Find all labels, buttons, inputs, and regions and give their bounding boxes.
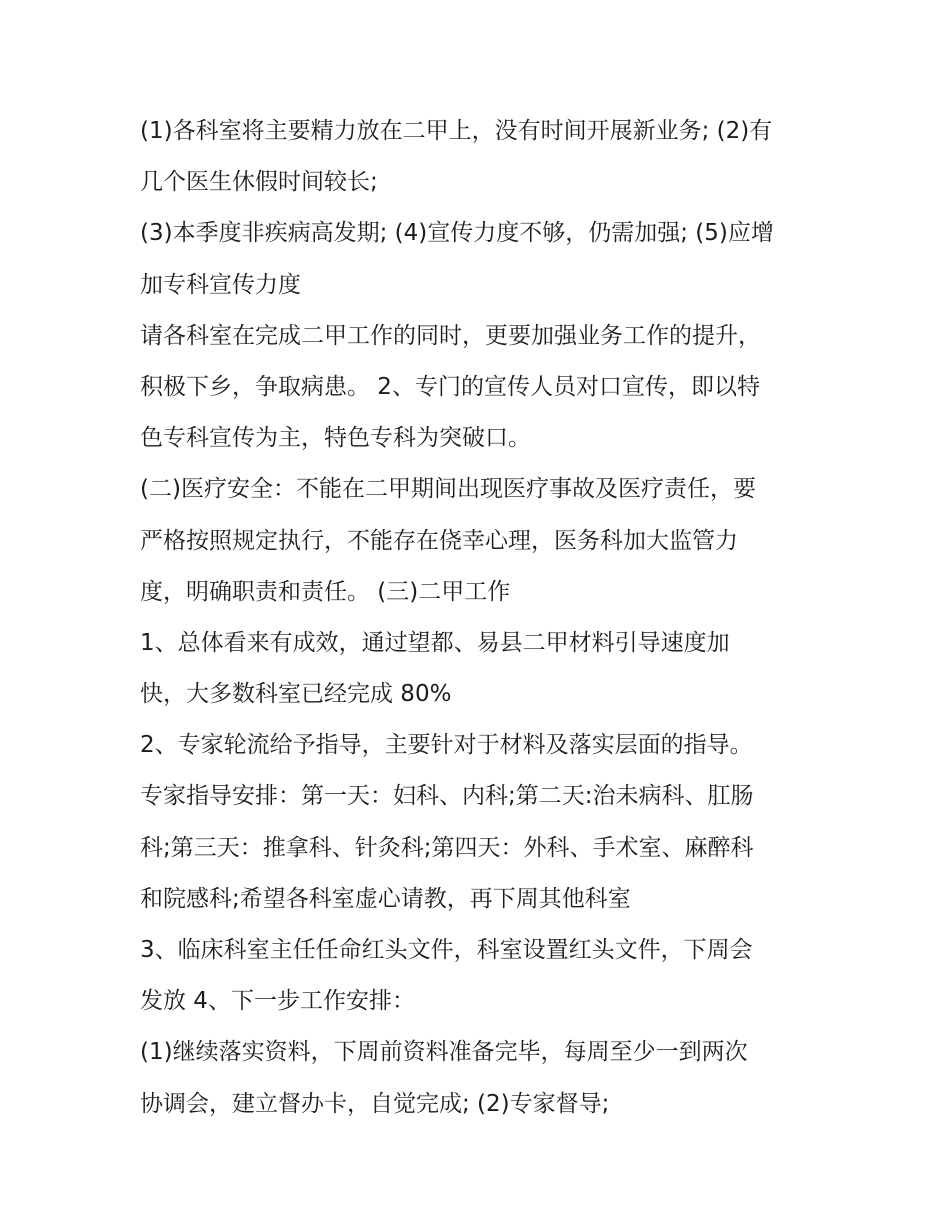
text-line: (1)继续落实资料，下周前资料准备完毕，每周至少一到两次 bbox=[140, 1039, 748, 1066]
text-line: 积极下乡，争取病患。 2、专门的宣传人员对口宣传，即以特 bbox=[140, 373, 760, 400]
text-line: 科;第三天：推拿科、针灸科;第四天：外科、手术室、麻醉科 bbox=[140, 834, 754, 861]
text-line: 2、专家轮流给予指导，主要针对于材料及落实层面的指导。 bbox=[140, 732, 753, 759]
text-line: (二)医疗安全：不能在二甲期间出现医疗事故及医疗责任，要 bbox=[140, 476, 756, 503]
text-line: 专家指导安排：第一天：妇科、内科;第二天:治未病科、肛肠 bbox=[140, 783, 754, 810]
text-line: 严格按照规定执行，不能存在侥幸心理，医务科加大监管力 bbox=[140, 527, 738, 554]
text-line: 加专科宣传力度 bbox=[140, 271, 301, 298]
text-line: (3)本季度非疾病高发期; (4)宣传力度不够，仍需加强; (5)应增 bbox=[140, 220, 774, 247]
text-line: 度，明确职责和责任。 (三)二甲工作 bbox=[140, 578, 511, 605]
text-line: 色专科宣传为主，特色专科为突破口。 bbox=[140, 425, 531, 452]
text-line: (1)各科室将主要精力放在二甲上，没有时间开展新业务; (2)有 bbox=[140, 118, 773, 144]
document-body bbox=[140, 106, 820, 1130]
text-line: 和院感科;希望各科室虚心请教，再下周其他科室 bbox=[140, 885, 631, 912]
text-line: 协调会，建立督办卡，自觉完成; (2)专家督导; bbox=[140, 1090, 610, 1117]
text-line: 快，大多数科室已经完成 80% bbox=[140, 681, 452, 708]
text-line: 发放 4、下一步工作安排： bbox=[140, 988, 415, 1015]
text-line: 1、总体看来有成效，通过望都、易县二甲材料引导速度加 bbox=[140, 629, 730, 656]
text-line: 几个医生休假时间较长; bbox=[140, 169, 378, 196]
text-line: 3、临床科室主任任命红头文件，科室设置红头文件，下周会 bbox=[140, 937, 753, 963]
text-line: 请各科室在完成二甲工作的同时，更要加强业务工作的提升， bbox=[140, 322, 761, 349]
